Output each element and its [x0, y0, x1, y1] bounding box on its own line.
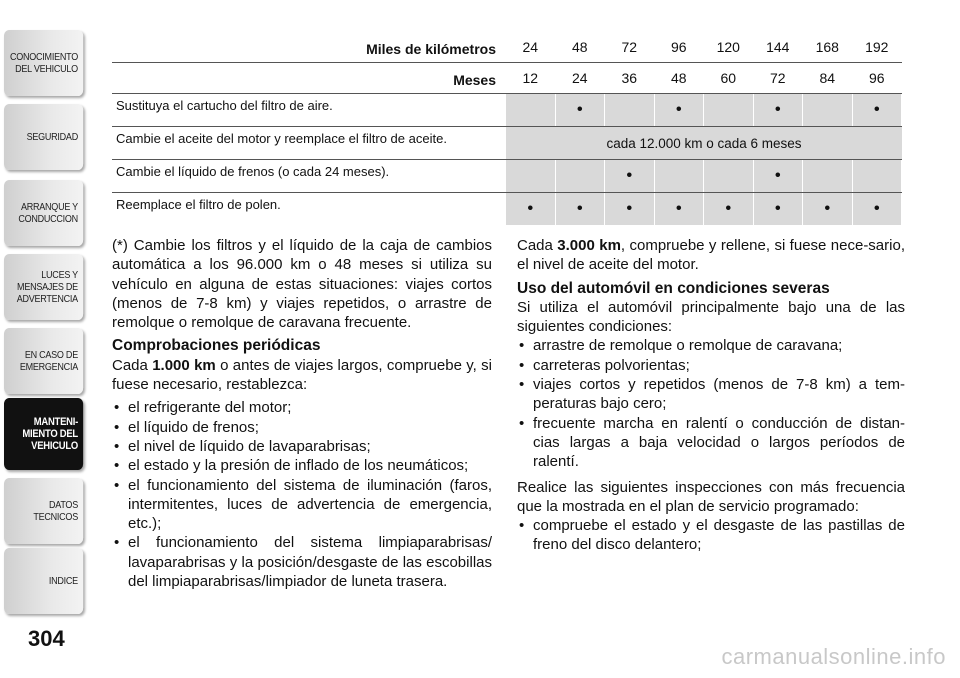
list-item: • el nivel de líquido de lavaparabrisas;	[112, 437, 492, 456]
list-item: • carreteras polvorientas;	[517, 356, 905, 375]
left-text-column	[112, 236, 492, 591]
severe-intro: Si utiliza el automóvil principalmente bajo una de las siguientes condiciones:	[517, 298, 905, 336]
tab-conocimiento-del-vehiculo[interactable]: CONOCIMIENTO DEL VEHICULO	[4, 30, 83, 96]
list-item: • el líquido de frenos;	[112, 418, 492, 437]
service-mark	[506, 160, 556, 192]
tab-indice[interactable]: INDICE	[4, 548, 83, 614]
service-mark	[704, 160, 754, 192]
months-value: 24	[556, 63, 606, 93]
service-mark: •	[556, 94, 606, 126]
list-item: • el funcionamiento del sistema limpiaparabrisas/ lavaparabrisas y la posición/desgaste de las escobillas del limpiaparabrisas/limpiador de luneta trasera.	[112, 533, 492, 591]
list-item: • el funcionamiento del sistema de iluminación (faros, intermitentes, luces de advertencia de emergencia, etc.);	[112, 476, 492, 534]
table-row	[112, 94, 902, 127]
section-heading: Comprobaciones periódicas	[112, 337, 321, 355]
transmission-note: (*) Cambie los filtros y el líquido de la caja de cambios automática a los 96.000 km o 48 meses si utiliza su vehículo en alguna de estas situaciones: viajes cortos (menos de 7-8 km) y viajes repetidos, o arrastre de remolque o remolque de caravana frecuente.	[112, 237, 492, 332]
list-item: • arrastre de remolque o remolque de caravana;	[517, 336, 905, 355]
list-item: • el refrigerante del motor;	[112, 398, 492, 417]
service-mark: •	[704, 193, 754, 225]
page-number: 304	[28, 626, 65, 651]
months-value: 36	[605, 63, 655, 93]
service-mark	[556, 160, 606, 192]
list-item: • el estado y la presión de inflado de los neumáticos;	[112, 456, 492, 475]
km-value: 168	[803, 32, 853, 62]
tab-arranque-y-conduccion[interactable]: ARRANQUE Y CONDUCCION	[4, 180, 83, 246]
service-mark	[605, 94, 655, 126]
service-mark: •	[655, 94, 705, 126]
service-mark: •	[754, 94, 804, 126]
service-mark	[704, 94, 754, 126]
table-row	[112, 193, 902, 225]
km-value: 96	[655, 32, 705, 62]
service-mark	[506, 94, 556, 126]
tab-seguridad[interactable]: SEGURIDAD	[4, 104, 83, 170]
right-text-column	[517, 236, 905, 555]
km-value: 144	[754, 32, 804, 62]
service-mark	[655, 160, 705, 192]
list-item: • viajes cortos y repetidos (menos de 7-8 km) a tem-peraturas bajo cero;	[517, 375, 905, 414]
tab-en-caso-de-emergencia[interactable]: EN CASO DE EMERGENCIA	[4, 328, 83, 394]
months-value: 60	[704, 63, 754, 93]
oil-check-paragraph: Cada 3.000 km, compruebe y rellene, si fuese nece-sario, el nivel de aceite del motor.	[517, 237, 905, 274]
service-mark: •	[803, 193, 853, 225]
row-label: Sustituya el cartucho del filtro de aire.	[116, 98, 333, 113]
service-mark: •	[605, 160, 655, 192]
list-item: • frecuente marcha en ralentí o conducción de distan-cias largas a baja velocidad o largos períodos de ralentí.	[517, 414, 905, 472]
months-value: 84	[803, 63, 853, 93]
interval-text: cada 12.000 km o cada 6 meses	[506, 127, 902, 159]
table-row	[112, 160, 902, 193]
km-value: 192	[853, 32, 903, 62]
service-mark: •	[754, 193, 804, 225]
km-value: 120	[704, 32, 754, 62]
months-value: 72	[754, 63, 804, 93]
section-heading: Uso del automóvil en condiciones severas	[517, 279, 830, 297]
service-mark: •	[853, 94, 903, 126]
tab-luces-y-mensajes[interactable]: LUCES Y MENSAJES DE ADVERTENCIA	[4, 254, 83, 320]
service-mark: •	[754, 160, 804, 192]
table-row	[112, 127, 902, 160]
inspections-list	[517, 516, 905, 555]
inspections-paragraph: Realice las siguientes inspecciones con más frecuencia que la mostrada en el plan de servicio programado:	[517, 478, 905, 515]
tab-datos-tecnicos[interactable]: DATOS TECNICOS	[4, 478, 83, 544]
service-mark	[803, 160, 853, 192]
months-label: Meses	[453, 72, 496, 88]
check-list	[112, 398, 492, 591]
service-mark: •	[853, 193, 903, 225]
maintenance-table	[112, 32, 902, 225]
service-mark: •	[556, 193, 606, 225]
service-mark: •	[655, 193, 705, 225]
chapter-sidebar	[0, 0, 108, 678]
table-header-km	[112, 32, 902, 63]
months-value: 48	[655, 63, 705, 93]
row-label: Cambie el líquido de frenos (o cada 24 meses).	[116, 164, 390, 179]
km-label: Miles de kilómetros	[366, 41, 496, 57]
km-value: 48	[556, 32, 606, 62]
km-value: 72	[605, 32, 655, 62]
months-value: 12	[506, 63, 556, 93]
service-mark: •	[506, 193, 556, 225]
periodic-intro: Cada 1.000 km o antes de viajes largos, compruebe y, si fuese necesario, restablezca:	[112, 356, 492, 394]
service-mark	[803, 94, 853, 126]
months-value: 96	[853, 63, 903, 93]
service-mark: •	[605, 193, 655, 225]
service-mark	[853, 160, 903, 192]
watermark: carmanualsonline.info	[721, 644, 946, 669]
km-value: 24	[506, 32, 556, 62]
row-label: Cambie el aceite del motor y reemplace el filtro de aceite.	[116, 131, 447, 146]
table-header-months	[112, 63, 902, 94]
tab-mantenimiento-del-vehiculo[interactable]: MANTENI- MIENTO DEL VEHICULO	[4, 398, 83, 470]
conditions-list	[517, 336, 905, 471]
row-label: Reemplace el filtro de polen.	[116, 197, 281, 212]
list-item: • compruebe el estado y el desgaste de las pastillas de freno del disco delantero;	[517, 516, 905, 555]
